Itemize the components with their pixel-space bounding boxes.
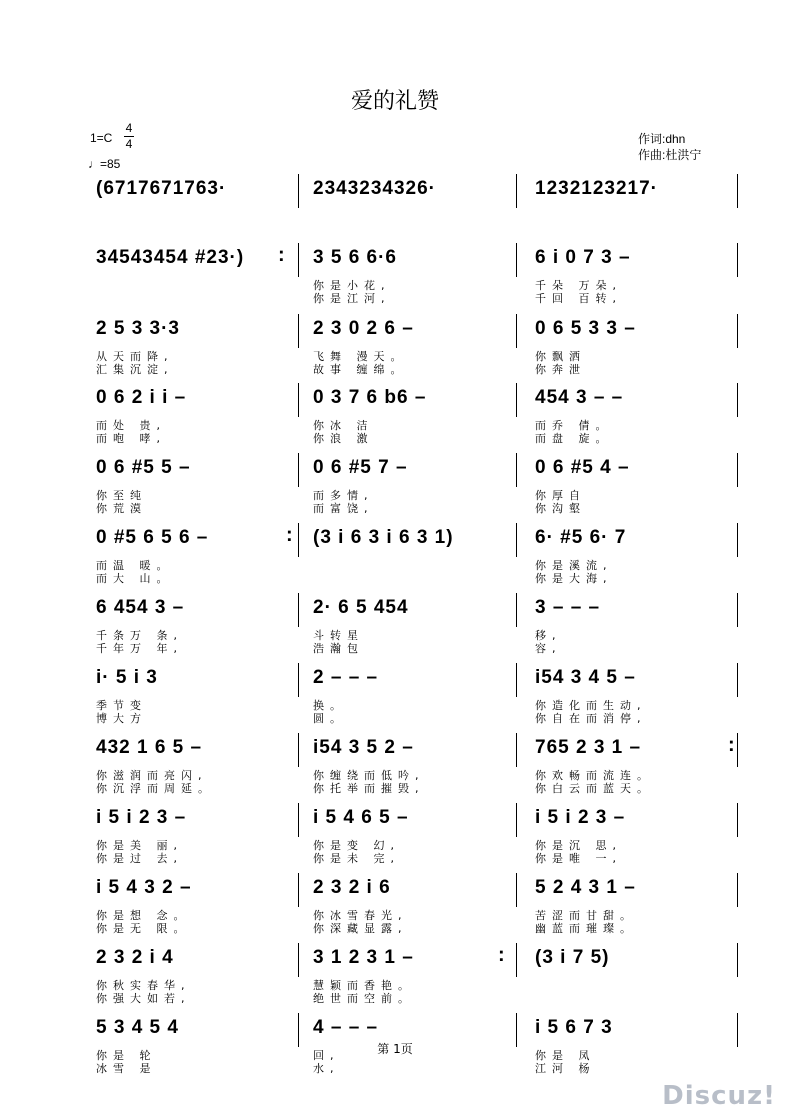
lyric-verse-1: 千条万 条, <box>96 629 183 642</box>
barline <box>737 943 738 977</box>
lyric-verse-1: 斗转星 <box>313 629 364 642</box>
lyric-verse-1: 你飘洒 <box>535 350 586 363</box>
lyric-verse-2: 水, <box>313 1062 340 1075</box>
lyric-verse-1: 你造化而生动, <box>535 699 647 712</box>
barline <box>737 174 738 208</box>
barline <box>298 243 299 277</box>
lyric-verse-1: 而处 贵, <box>96 419 166 432</box>
lyric-verse-2: 故事 缠绵。 <box>313 363 408 376</box>
measure-notes: 6 454 3 – <box>96 597 185 618</box>
measure-notes: 2 – – – <box>313 667 379 688</box>
measure-notes: 2 3 0 2 6 – <box>313 318 414 339</box>
measure-notes: 0 #5 6 5 6 – <box>96 527 209 548</box>
measure-notes: 765 2 3 1 – <box>535 737 642 758</box>
measure-notes: 2 3 2 i 4 <box>96 947 174 968</box>
measure-notes: 2 5 3 3·3 <box>96 318 180 339</box>
lyric-verse-2: 圆。 <box>313 712 347 725</box>
barline <box>298 453 299 487</box>
lyric-verse-2: 冰雪 是 <box>96 1062 157 1075</box>
measure-notes: i· 5 i 3 <box>96 667 158 688</box>
lyric-verse-2: 千回 百转, <box>535 292 622 305</box>
barline <box>737 243 738 277</box>
barline <box>516 243 517 277</box>
lyric-verse-1: 你是想 念。 <box>96 909 191 922</box>
lyric-verse-1: 你欢畅而流连。 <box>535 769 654 782</box>
lyric-verse-2: 你是过 去, <box>96 852 183 865</box>
measure-notes: 0 6 #5 7 – <box>313 457 408 478</box>
measure-notes: 34543454 #23·) <box>96 247 245 268</box>
lyric-verse-1: 你滋润而亮闪, <box>96 769 208 782</box>
page-number: 第 1页 <box>377 1042 413 1056</box>
barline <box>298 523 299 557</box>
lyric-verse-1: 千朵 万朵, <box>535 279 622 292</box>
lyric-verse-1: 你缠绕而低吟, <box>313 769 425 782</box>
lyric-verse-1: 你是溪流, <box>535 559 613 572</box>
lyric-verse-2: 而咆 哮, <box>96 432 166 445</box>
lyric-verse-2: 博大方 <box>96 712 147 725</box>
barline <box>516 453 517 487</box>
measure-notes: 2· 6 5 454 <box>313 597 409 618</box>
barline <box>298 873 299 907</box>
barline <box>298 943 299 977</box>
measure-notes: 3 1 2 3 1 – <box>313 947 414 968</box>
barline <box>737 733 738 767</box>
measure-notes: i 5 i 2 3 – <box>535 807 626 828</box>
measure-notes: i54 3 5 2 – <box>313 737 414 758</box>
lyric-verse-1: 换。 <box>313 699 347 712</box>
barline <box>516 803 517 837</box>
lyric-verse-1: 移, <box>535 629 562 642</box>
barline <box>516 733 517 767</box>
barline <box>737 523 738 557</box>
lyric-verse-1: 你冰雪春光, <box>313 909 408 922</box>
repeat-sign-icon: : <box>728 734 733 756</box>
barline <box>298 593 299 627</box>
lyric-verse-1: 你是沉 思, <box>535 839 622 852</box>
lyric-verse-2: 你自在而消停, <box>535 712 647 725</box>
barline <box>298 663 299 697</box>
lyric-verse-1: 慧颖而香艳。 <box>313 979 415 992</box>
barline <box>737 383 738 417</box>
measure-notes: (3 i 6 3 i 6 3 1) <box>313 527 454 548</box>
lyric-verse-2: 你奔泄 <box>535 363 586 376</box>
barline <box>737 453 738 487</box>
barline <box>298 383 299 417</box>
barline <box>737 873 738 907</box>
lyric-verse-2: 容, <box>535 642 562 655</box>
lyric-verse-2: 浩瀚包 <box>313 642 364 655</box>
measure-notes: 0 6 #5 5 – <box>96 457 191 478</box>
lyric-verse-1: 而乔 倩。 <box>535 419 613 432</box>
measure-notes: (6717671763· <box>96 178 227 199</box>
lyric-verse-1: 飞舞 漫天。 <box>313 350 408 363</box>
measure-notes: 0 6 5 3 3 – <box>535 318 636 339</box>
lyric-verse-1: 你厚自 <box>535 489 586 502</box>
lyric-verse-2: 江河 杨 <box>535 1062 596 1075</box>
lyric-verse-2: 千年万 年, <box>96 642 183 655</box>
lyric-verse-2: 绝世而空前。 <box>313 992 415 1005</box>
measure-notes: i54 3 4 5 – <box>535 667 636 688</box>
barline <box>737 314 738 348</box>
barline <box>737 593 738 627</box>
measure-notes: 454 3 – – <box>535 387 624 408</box>
barline <box>298 733 299 767</box>
measure-notes: 4 – – – <box>313 1017 379 1038</box>
lyric-verse-2: 而盘 旋。 <box>535 432 613 445</box>
measure-notes: i 5 6 7 3 <box>535 1017 613 1038</box>
measure-notes: i 5 4 3 2 – <box>96 877 192 898</box>
barline <box>516 174 517 208</box>
measure-notes: 5 2 4 3 1 – <box>535 877 636 898</box>
lyric-verse-2: 你是江河, <box>313 292 391 305</box>
measure-notes: 6 i 0 7 3 – <box>535 247 631 268</box>
lyric-verse-1: 你冰 洁 <box>313 419 374 432</box>
repeat-sign-icon: : <box>278 244 283 266</box>
lyric-verse-1: 而温 暖。 <box>96 559 174 572</box>
lyric-verse-1: 你是小花, <box>313 279 391 292</box>
measure-notes: 3 – – – <box>535 597 601 618</box>
lyric-verse-2: 你浪 激 <box>313 432 374 445</box>
lyric-verse-1: 从天而降, <box>96 350 174 363</box>
lyric-verse-2: 你是唯 一, <box>535 852 622 865</box>
measure-notes: i 5 4 6 5 – <box>313 807 409 828</box>
measure-notes: 6· #5 6· 7 <box>535 527 627 548</box>
measure-notes: 3 5 6 6·6 <box>313 247 397 268</box>
barline <box>737 803 738 837</box>
song-title: 爱的礼赞 <box>350 89 439 114</box>
lyric-verse-2: 你是大海, <box>535 572 613 585</box>
lyric-verse-2: 汇集沉淀, <box>96 363 174 376</box>
barline <box>516 873 517 907</box>
measure-notes: 1232123217· <box>535 178 658 199</box>
measure-notes: (3 i 7 5) <box>535 947 610 968</box>
lyric-verse-2: 你白云而蓝天。 <box>535 782 654 795</box>
time-signature: 4 4 <box>125 121 133 151</box>
barline <box>516 383 517 417</box>
barline <box>516 314 517 348</box>
barline <box>298 314 299 348</box>
measure-notes: 5 3 4 5 4 <box>96 1017 179 1038</box>
lyric-verse-2: 而大 山。 <box>96 572 174 585</box>
lyricist: 作词:dhn <box>638 132 686 146</box>
measure-notes: 0 6 2 i i – <box>96 387 187 408</box>
lyric-verse-2: 你荒漠 <box>96 502 147 515</box>
barline <box>298 803 299 837</box>
barline <box>516 593 517 627</box>
repeat-sign-icon: : <box>498 944 503 966</box>
lyric-verse-1: 你是变 幻, <box>313 839 400 852</box>
lyric-verse-1: 苦涩而甘甜。 <box>535 909 637 922</box>
lyric-verse-1: 你是 轮 <box>96 1049 157 1062</box>
lyric-verse-2: 你沉浮而周延。 <box>96 782 215 795</box>
lyric-verse-2: 你是无 限。 <box>96 922 191 935</box>
lyric-verse-1: 你是 凤 <box>535 1049 596 1062</box>
quarter-note-icon: ♩ <box>88 157 100 171</box>
barline <box>737 663 738 697</box>
lyric-verse-2: 你托举而摧毁, <box>313 782 425 795</box>
lyric-verse-2: 幽蓝而璀璨。 <box>535 922 637 935</box>
key-signature: 1=C <box>90 131 113 145</box>
lyric-verse-1: 你至纯 <box>96 489 147 502</box>
lyric-verse-1: 季节变 <box>96 699 147 712</box>
composer: 作曲:杜洪宁 <box>638 148 702 162</box>
lyric-verse-1: 你秋实春华, <box>96 979 191 992</box>
measure-notes: 2343234326· <box>313 178 436 199</box>
tempo-marking: ♩=85 <box>88 157 121 171</box>
barline <box>298 174 299 208</box>
lyric-verse-2: 而富饶, <box>313 502 374 515</box>
lyric-verse-1: 而多情, <box>313 489 374 502</box>
lyric-verse-1: 你是美 丽, <box>96 839 183 852</box>
lyric-verse-2: 你深藏显露, <box>313 922 408 935</box>
measure-notes: 432 1 6 5 – <box>96 737 203 758</box>
measure-notes: 2 3 2 i 6 <box>313 877 391 898</box>
lyric-verse-1: 回, <box>313 1049 340 1062</box>
barline <box>516 943 517 977</box>
lyric-verse-2: 你沟壑 <box>535 502 586 515</box>
barline <box>516 663 517 697</box>
measure-notes: 0 3 7 6 b6 – <box>313 387 427 408</box>
measure-notes: 0 6 #5 4 – <box>535 457 630 478</box>
lyric-verse-2: 你强大如若, <box>96 992 191 1005</box>
watermark: Discuz! <box>662 1081 776 1111</box>
measure-notes: i 5 i 2 3 – <box>96 807 187 828</box>
lyric-verse-2: 你是未 完, <box>313 852 400 865</box>
barline <box>516 523 517 557</box>
repeat-sign-icon: : <box>286 524 291 546</box>
